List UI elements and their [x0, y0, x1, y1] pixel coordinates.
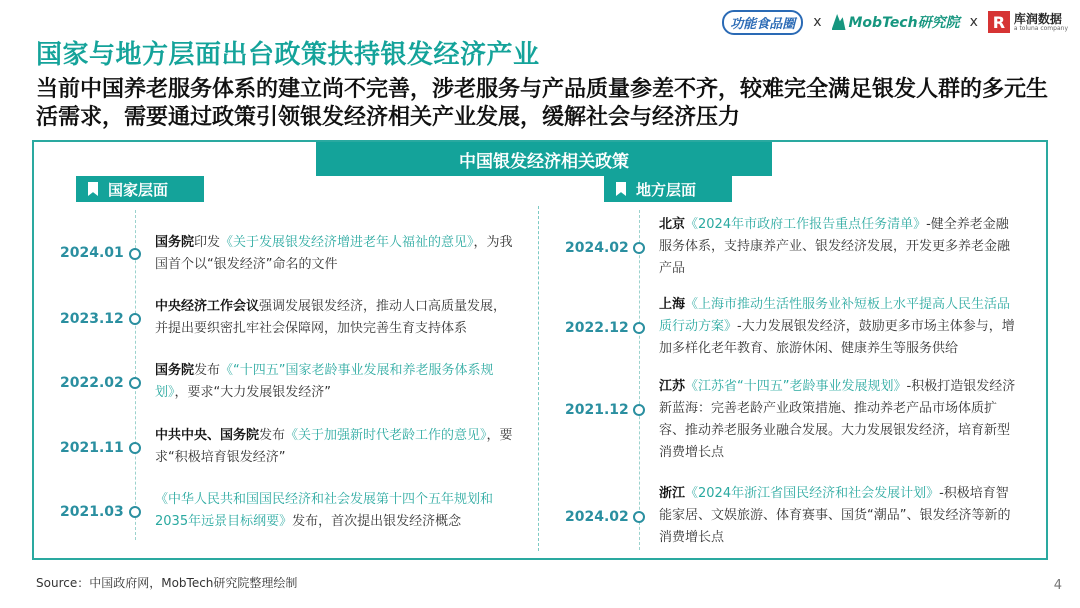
source-note: Source：中国政府网，MobTech研究院整理绘制: [36, 576, 298, 590]
timeline-dot: [129, 506, 141, 518]
policy-doc: 《关于发展银发经济增进老年人福祉的意见》: [220, 235, 474, 250]
policy-doc: 《中华人民共和国国民经济和社会发展第十四个五年规划和2035年远景目标纲要》: [155, 492, 494, 529]
bookmark-icon: [616, 182, 626, 196]
policy-post: ，为我国首个以“银发经济”命名的文件: [155, 235, 513, 272]
timeline-date: 2022.02: [60, 375, 124, 391]
policy-doc: 《2024年市政府工作报告重点任务清单》: [685, 217, 927, 232]
policy-pre: 发布: [194, 363, 221, 378]
timeline-date: 2021.03: [60, 504, 124, 520]
timeline-text: [155, 425, 515, 469]
policy-org: 国务院: [155, 363, 195, 378]
local-timeline-line: [639, 210, 640, 550]
policy-org: 上海: [659, 297, 686, 312]
column-divider: [538, 206, 539, 551]
page-subtitle: 当前中国养老服务体系的建立尚不完善，涉老服务与产品质量参差不齐，较难完全满足银发人群的多元生活需求，需要通过政策引领银发经济相关产业发展，缓解社会与经济压力: [36, 77, 1049, 130]
timeline-dot: [129, 442, 141, 454]
page-number: 4: [1053, 578, 1062, 593]
national-section-tag: [76, 176, 204, 202]
policy-post: -积极打造银发经济新蓝海：完善老龄产业政策措施、推动养老产品市场体质扩容、推动养老服务业融合发展。大力发展银发经济，培育新型消费增长点: [659, 379, 1016, 460]
timeline-dot: [129, 313, 141, 325]
policy-post: 发布，首次提出银发经济概念: [292, 514, 462, 529]
policy-org: 中共中央、国务院: [155, 428, 260, 443]
timeline-date: 2024.01: [60, 245, 124, 261]
policy-doc: 《上海市推动生活性服务业补短板上水平提高人民生活品质行动方案》: [659, 297, 1011, 334]
timeline-text: [155, 489, 515, 533]
timeline-date: 2022.12: [565, 320, 629, 336]
page-title: 国家与地方层面出台政策扶持银发经济产业: [36, 40, 540, 70]
local-section-label: 地方层面: [636, 180, 697, 199]
kurun-logo: [988, 11, 1068, 33]
policy-doc: 《江苏省“十四五”老龄事业发展规划》: [685, 379, 907, 394]
timeline-text: [155, 232, 515, 276]
timeline-dot: [633, 511, 645, 523]
policy-org: 江苏: [659, 379, 686, 394]
mobtech-logo-text: MobTech研究院: [848, 15, 960, 31]
timeline-dot: [129, 248, 141, 260]
policy-pre: 发布: [259, 428, 286, 443]
policy-doc: 《“十四五”国家老龄事业发展和养老服务体系规划》: [155, 363, 494, 400]
timeline-date: 2024.02: [565, 509, 629, 525]
timeline-dot: [129, 377, 141, 389]
timeline-date: 2021.12: [565, 402, 629, 418]
policy-org: 中央经济工作会议: [155, 299, 260, 314]
timeline-dot: [633, 322, 645, 334]
timeline-text: [659, 376, 1019, 464]
policy-doc: 《2024年浙江省国民经济和社会发展计划》: [685, 486, 940, 501]
mobtech-logo: [832, 12, 960, 32]
timeline-date: 2024.02: [565, 240, 629, 256]
timeline-text: [659, 214, 1019, 280]
timeline-text: [659, 294, 1019, 360]
national-section-label: 国家层面: [108, 180, 169, 199]
policy-pre: 强调发展银发经济，推动人口高质量发展，并提出要织密扎牢社会保障网，加快完善生育支持体系: [155, 299, 507, 336]
policy-org: 北京: [659, 217, 686, 232]
policy-post: -积极培育智能家居、文娱旅游、体育赛事、国货“潮品”、银发经济等新的消费增长点: [659, 486, 1011, 545]
policy-doc: 《关于加强新时代老龄工作的意见》: [285, 428, 487, 443]
policy-pre: 印发: [194, 235, 221, 250]
gongneng-logo: 功能食品圈: [722, 10, 803, 35]
policy-post: ，要求“大力发展银发经济”: [174, 385, 331, 400]
timeline-dot: [633, 242, 645, 254]
partner-logos: [722, 8, 1068, 36]
timeline-text: [155, 296, 515, 340]
kurun-mark-icon: R: [988, 11, 1010, 33]
policy-post: -大力发展银发经济，鼓励更多市场主体参与，增加多样化老年教育、旅游休闲、健康养生等服务供给: [659, 319, 1015, 356]
policy-org: 国务院: [155, 235, 195, 250]
logo-separator: x: [969, 14, 978, 30]
bookmark-icon: [88, 182, 98, 196]
policy-post: ，要求“积极培育银发经济”: [155, 428, 513, 465]
policy-org: 浙江: [659, 486, 686, 501]
timeline-text: [155, 360, 515, 404]
timeline-text: [659, 483, 1019, 549]
kurun-logo-cn: 库润数据: [1013, 11, 1062, 26]
local-section-tag: [604, 176, 732, 202]
mountain-icon: [832, 14, 846, 30]
timeline-dot: [633, 404, 645, 416]
logo-separator: x: [813, 14, 822, 30]
timeline-date: 2021.11: [60, 440, 124, 456]
policy-banner: 中国银发经济相关政策: [316, 142, 772, 176]
policy-post: -健全养老金融服务体系，支持康养产业、银发经济发展，开发更多养老金融产品: [659, 217, 1011, 276]
timeline-date: 2023.12: [60, 311, 124, 327]
kurun-logo-en: a toluna company: [1013, 24, 1068, 32]
